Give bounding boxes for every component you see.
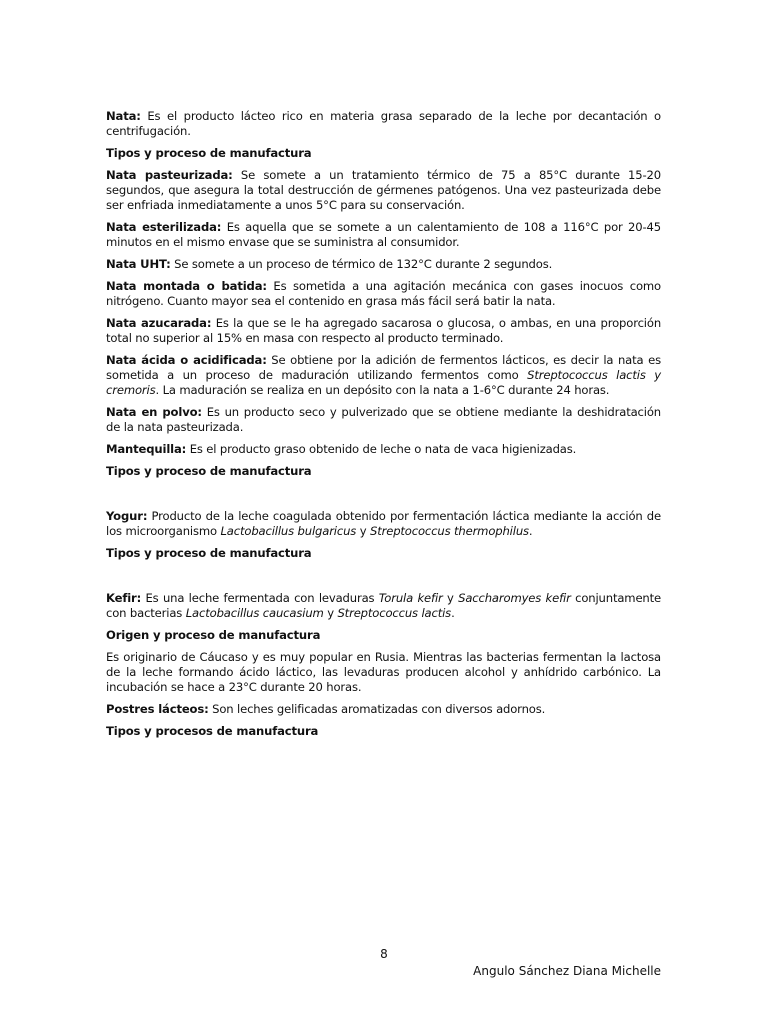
paragraph-postres-lacteos: Postres lácteos: Son leches gelificadas aromatizadas con diversos adornos. [106, 702, 546, 716]
term-label: Nata montada o batida: [106, 279, 267, 293]
paragraph-yogur: Yogur: Producto de la leche coagulada obtenido por fermentación láctica mediante la acción de los microorganismo Lactobacillus bulgaricus y Streptococcus thermophilus. [106, 509, 661, 538]
term-label: Nata azucarada: [106, 316, 212, 330]
footer-author: Angulo Sánchez Diana Michelle [473, 964, 661, 978]
term-label: Mantequilla: [106, 442, 187, 456]
term-label: Kefir: [106, 591, 142, 605]
paragraph-mantequilla: Mantequilla: Es el producto graso obtenido de leche o nata de vaca higienizadas. [106, 442, 577, 456]
paragraph-nata-polvo: Nata en polvo: Es un producto seco y pulverizado que se obtiene mediante la deshidratación de la nata pasteurizada. [106, 405, 661, 434]
paragraph-nata-esterilizada: Nata esterilizada: Es aquella que se somete a un calentamiento de 108 a 116°C por 20-45 minutos en el mismo envase que se suministra al consumidor. [106, 220, 661, 249]
term-label: Postres lácteos: [106, 702, 209, 716]
document-body [106, 109, 661, 746]
paragraph-nata-azucarada: Nata azucarada: Es la que se le ha agregado sacarosa o glucosa, o ambas, en una proporción total no superior al 15% en masa con respecto al producto terminado. [106, 316, 662, 345]
term-label: Nata ácida o acidificada: [106, 353, 267, 367]
section-heading: Tipos y proceso de manufactura [106, 464, 312, 478]
term-label: Nata: [106, 109, 141, 123]
section-heading: Tipos y proceso de manufactura [106, 146, 312, 160]
term-label: Nata esterilizada: [106, 220, 222, 234]
paragraph-nata: Nata: Es el producto lácteo rico en materia grasa separado de la leche por decantación o centrifugación. [106, 109, 661, 138]
term-label: Yogur: [106, 509, 148, 523]
term-label: Nata pasteurizada: [106, 168, 233, 182]
section-heading: Tipos y proceso de manufactura [106, 546, 312, 560]
paragraph-nata-uht: Nata UHT: Se somete a un proceso de térmico de 132°C durante 2 segundos. [106, 257, 553, 271]
term-label: Nata UHT: [106, 257, 171, 271]
page-number: 8 [380, 947, 388, 961]
paragraph-nata-acida: Nata ácida o acidificada: Se obtiene por la adición de fermentos lácticos, es decir la nata es sometida a un proceso de maduración utilizando fermentos como Streptococcus lactis y cremoris. La maduración se realiza en un depósito con la nata a 1-6°C durante 24 horas. [106, 353, 661, 397]
term-label: Nata en polvo: [106, 405, 202, 419]
paragraph-kefir: Kefir: Es una leche fermentada con levaduras Torula kefir y Saccharomyes kefir conjuntamente con bacterias Lactobacillus caucasium y Streptococcus lactis. [106, 591, 662, 620]
paragraph-origen-kefir: Es originario de Cáucaso y es muy popular en Rusia. Mientras las bacterias fermentan la lactosa de la leche formando ácido láctico, las levaduras producen alcohol y anhídrido carbónico. La incubación se hace a 23°C durante 20 horas. [106, 650, 661, 694]
section-heading: Origen y proceso de manufactura [106, 628, 321, 642]
section-heading: Tipos y procesos de manufactura [106, 724, 319, 738]
paragraph-nata-montada: Nata montada o batida: Es sometida a una agitación mecánica con gases inocuos como nitrógeno. Cuanto mayor sea el contenido en grasa más fácil será batir la nata. [106, 279, 661, 308]
paragraph-nata-pasteurizada: Nata pasteurizada: Se somete a un tratamiento térmico de 75 a 85°C durante 15-20 segundos, que asegura la total destrucción de gérmenes patógenos. Una vez pasteurizada debe ser enfriada inmediatamente a unos 5°C para su conservación. [106, 168, 661, 212]
